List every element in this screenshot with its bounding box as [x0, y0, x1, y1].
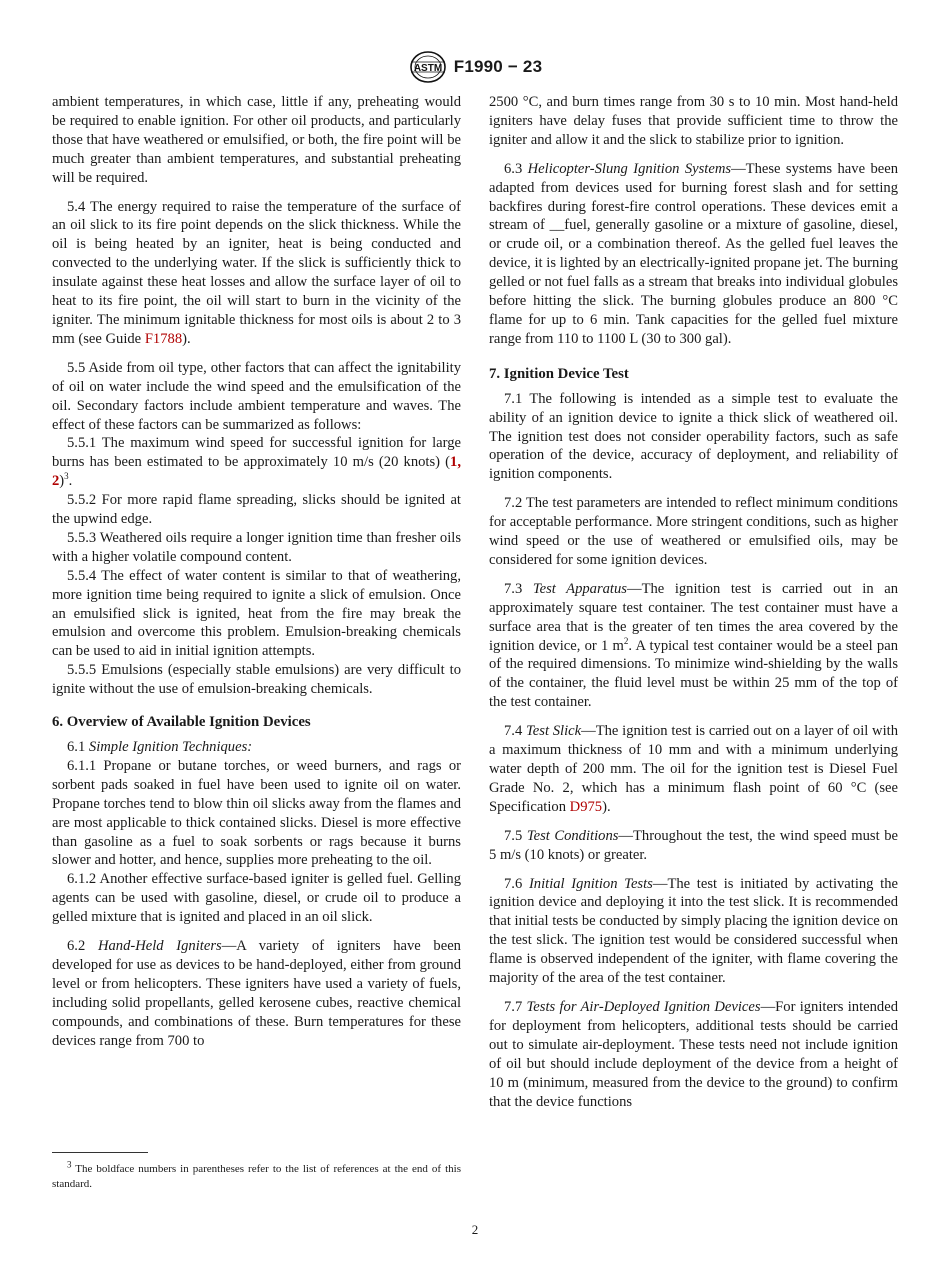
paragraph-7-4: 7.4 Test Slick—The ignition test is carried out on a layer of oil with a maximum thickness of 10 mm and with a minimum underlying water depth of 200 mm. The oil for the ignition test is Diesel Fuel Grade No. 2, which has a minimum flash point of 60 °C (see Specification D975).	[489, 723, 899, 815]
left-column	[52, 93, 461, 1051]
paragraph-5-5-3: 5.5.3 Weathered oils require a longer ignition time than fresher oils with a higher volatile compound content.	[52, 529, 461, 565]
reference-link-1-2[interactable]: 1, 2	[52, 454, 461, 490]
paragraph-6-2: 6.2 Hand-Held Igniters—A variety of igniters have been developed for use as devices to be hand-deployed, either from ground level or from helicopters. These igniters have used a variety of fuels, including solid propellants, gelled kerosene cubes, reactive chemical compounds, and combinations of these. Burn temperatures for these devices range from 700 to	[52, 938, 461, 1049]
footnote-divider	[52, 1152, 148, 1153]
paragraph-6-1-2: 6.1.2 Another effective surface-based igniter is gelled fuel. Gelling agents can be used with gasoline, diesel, or crude oil to produce a gelled mixture that is ignited and placed in an oil slick.	[52, 871, 461, 926]
paragraph-5-5: 5.5 Aside from oil type, other factors that can affect the ignitability of oil on water include the wind speed and the emulsification of the oil. Secondary factors include ambient temperature and waves. The effect of these factors can be summarized as follows:	[52, 359, 461, 433]
page-number: 2	[471, 1222, 479, 1237]
paragraph-5-5-5: 5.5.5 Emulsions (especially stable emulsions) are very difficult to ignite without the use of emulsion-breaking chemicals.	[52, 662, 461, 698]
astm-logo	[408, 50, 448, 84]
paragraph-6-1-1: 6.1.1 Propane or butane torches, or weed burners, and rags or sorbent pads soaked in fuel have been used to ignite oil on water. Propane torches tend to blow thin oil slicks away from the flames and are most applicable to thick contained slicks. Diesel is more effective than gasoline as a fuel to soak sorbents or rags because it burns slower and hotter, and hence, supplies more preheating to the oil.	[52, 757, 461, 869]
paragraph-7-5: 7.5 Test Conditions—Throughout the test, the wind speed must be 5 m/s (10 knots) or greater.	[489, 827, 898, 863]
link-d975[interactable]: D975	[569, 798, 603, 815]
paragraph-5-4: 5.4 The energy required to raise the temperature of the surface of an oil slick to its fire point depends on the slick thickness. While the oil is being heated by an igniter, heat is being conducted and convected to the underlying water. If the slick is sufficiently thick to insulate against these heat losses and allow the surface layer of oil to heat to its fire point, the oil will start to burn in the vicinity of the igniter. The minimum ignitable thickness for most oils is about 2 to 3 mm (see Guide F1788).	[52, 198, 461, 347]
logo-text: ASTM	[413, 63, 442, 74]
paragraph-6-3: 6.3 Helicopter-Slung Ignition Systems—These systems have been adapted from devices used for burning forest slash and for setting backfires during forest-fire control operations. These devices emit a stream of __fuel, generally gasoline or a mixture of gasoline, diesel, or crude oil, or a combination thereof. As the gelled fuel leaves the device, it is lighted by an electrically-ignited propane jet. The burning gelled or not fuel falls as a stream that breaks into individual globules before hitting the slick. The burning globules produce an 800 °C flame for up to 6 min. Tank capacities for the gelled fuel mixture range from 110 to 1100 L (30 to 300 gal).	[489, 160, 898, 347]
page-header	[0, 50, 950, 84]
paragraph-5-5-4: 5.5.4 The effect of water content is similar to that of weathering, more ignition time being required to ignite a slick of emulsion. Once an emulsified slick is ignited, heat from the fire may break the emulsion and overcome this problem. Emulsion-breaking chemicals can be used to aid in initial ignition attempts.	[52, 567, 461, 660]
link-f1788[interactable]: F1788	[144, 330, 183, 347]
paragraph-6-1: 6.1 Simple Ignition Techniques:	[67, 739, 253, 755]
paragraph-7-1: 7.1 The following is intended as a simple test to evaluate the ability of an ignition device to ignite a thick slick of weathered oil. The ignition test does not consider operability factors, such as safe operation of the device, accuracy of deployment, and reliability of ignition components.	[489, 390, 898, 483]
paragraph-7-3: 7.3 Test Apparatus—The ignition test is carried out in an approximately square test container. The test container must have a surface area that is the greater of ten times the area covered by the ignition device, or 1 $m^2$. A typical test container would be a steel pan of the required dimensions. To minimize wind-shielding by the walls of the container, the fluid level must be within 25 mm of the top of the test container.	[489, 580, 898, 711]
paragraph-5-5-2: 5.5.2 For more rapid flame spreading, slicks should be ignited at the upwind edge.	[52, 492, 461, 528]
paragraph-7-6: 7.6 Initial Ignition Tests—The test is initiated by activating the ignition device and deploying it into the test slick. It is recommended that initial tests be conducted by simply placing the ignition device on the test slick. The ignition test would be considered successful when flame is observed independent of the igniter, with flame covering the majority of the area of the test container.	[489, 875, 898, 987]
paragraph-5-5-1: 5.5.1 The maximum wind speed for successful ignition for large burns has been estimated to be approximately 10 m/s (20 knots) (1, 2)$^3$.	[52, 435, 461, 490]
footnote: $^3$ The boldface numbers in parentheses refer to the list of references at the end of this standard.	[52, 1159, 461, 1190]
paragraph-5-3-continued: ambient temperatures, in which case, little if any, preheating would be required to enable ignition. For other oil products, and particularly those that have weathered or emulsified, or both, the fire point will be much greater than ambient temperatures, and substantial preheating will be required.	[52, 94, 461, 186]
paragraph-6-2-continued: 2500 °C, and burn times range from 30 s to 10 min. Most hand-held igniters have delay fuses that provide sufficient time to throw the igniter and allow it and the slick to stabilize prior to ignition.	[489, 94, 898, 148]
paragraph-7-2: 7.2 The test parameters are intended to reflect minimum conditions for acceptable performance. More stringent conditions, such as higher wind speed or the use of weathered or emulsified oils, may be considered for some ignition devices.	[489, 495, 898, 568]
standard-designation: F1990 − 23	[453, 57, 543, 76]
right-column	[489, 93, 898, 1111]
paragraph-7-7: 7.7 Tests for Air-Deployed Ignition Devices—For igniters intended for deployment from helicopters, additional tests should be carried out to simulate air-deployment. These tests need not include ignition of oil but should include deployment of the device from a height of 10 m (minimum, measured from the device to the ground) to confirm that the device functions	[489, 998, 898, 1110]
footnote-mark: 3	[64, 471, 69, 482]
section-heading-7: 7. Ignition Device Test	[489, 365, 629, 382]
section-heading-6: 6. Overview of Available Ignition Devices	[52, 714, 311, 731]
